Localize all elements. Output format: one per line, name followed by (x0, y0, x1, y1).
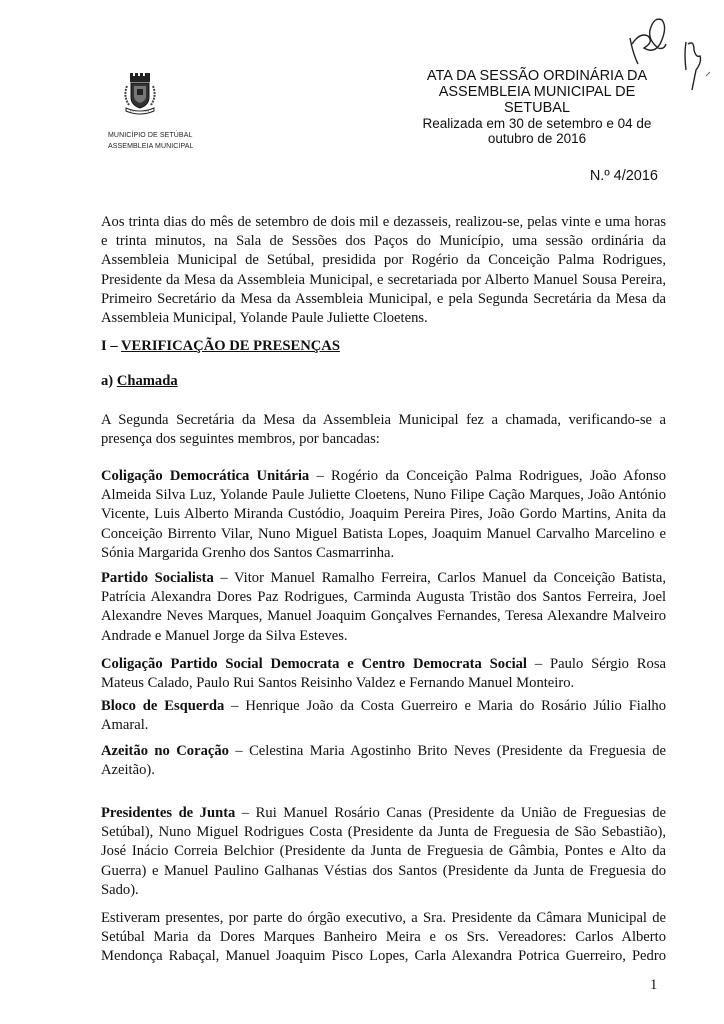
chamada-intro: A Segunda Secretária da Mesa da Assembleia Municipal fez a chamada, verificando-se a presença dos seguintes membros, por bancadas: (101, 412, 666, 448)
minutes-title-block (412, 68, 662, 146)
bancada-party-name: Partido Socialista (101, 570, 214, 586)
section-prefix: I – (101, 338, 122, 354)
bancada-presidentes-junta (101, 804, 666, 900)
executive-paragraph: Estiveram presentes, por parte do órgão executivo, a Sra. Presidente da Câmara Municipal de Setúbal Maria da Dores Marques Banheiro Meira e os Srs. Vereadores: Carlos Alberto Mendonça Rabaçal, Manuel Joaquim Pisco Lopes, Carla Alexandra Potrica Guerreiro, Pedro (101, 910, 666, 965)
document-number: N.º 4/2016 (589, 168, 658, 184)
bancada-party-name: Coligação Democrática Unitária (101, 468, 310, 484)
bancada-members: – Henrique João da Costa Guerreiro e Maria do Rosário Júlio Fialho Amaral. (101, 698, 666, 734)
bancada-party-name: Coligação Partido Social Democrata e Centro Democrata Social (101, 656, 527, 672)
intro-paragraph: Aos trinta dias do mês de setembro de dois mil e dezasseis, realizou-se, pelas vinte e uma horas e trinta minutos, na Sala de Sessões dos Paços do Município, uma sessão ordinária da Assembleia Municipal de Setúbal, presidida por Rogério da Conceição Palma Rodrigues, Presidente da Mesa da Assembleia Municipal, e secretariada por Alberto Manuel Sousa Pereira, Primeiro Secretário da Mesa da Assembleia Municipal, e pela Segunda Secretária da Mesa da Assembleia Municipal, Yolande Paule Juliette Cloetens. (101, 214, 666, 327)
bancada-members: – Rogério da Conceição Palma Rodrigues, João Afonso Almeida Silva Luz, Yolande Paule Juliette Cloetens, Nuno Filipe Cação Marques, João António Vicente, Luis Alberto Miranda Custódio, Joaquim Pereira Pires, João Gordo Martins, Anita da Conceição Birrento Vilar, Nuno Miguel Batista Lopes, Joaquim Manuel Carvalho Marcelino e Sónia Margarida Grenho dos Santos Casmarrinha. (101, 468, 666, 561)
bancada-cdu (101, 467, 666, 563)
intro-paragraph-block (101, 213, 666, 328)
bancada-members: – Rui Manuel Rosário Canas (Presidente da União de Freguesias de Setúbal), Nuno Miguel Rodrigues Costa (Presidente da Junta de Freguesia de São Sebastião), José Inácio Correia Belchior (Presidente da Junta de Freguesia de Gâmbia, Pontes e Alto da Guerra) e Manuel Paulino Galhanas Véstias dos Santos (Presidente da Junta de Freguesia do Sado). (101, 805, 666, 898)
title-line-1: ATA DA SESSÃO ORDINÁRIA DA (426, 68, 648, 84)
bancada-psd-cds (101, 655, 666, 693)
section-heading (101, 338, 340, 355)
bancada-members: – Paulo Sérgio Rosa Mateus Calado, Paulo Rui Santos Reisinho Valdez e Fernando Manuel Monteiro. (101, 656, 666, 692)
bancada-azeitao (101, 742, 666, 780)
bancada-party-name: Presidentes de Junta (101, 805, 236, 821)
session-date-line-2: outubro de 2016 (487, 131, 587, 146)
chamada-intro-block (101, 411, 666, 449)
coat-of-arms-icon (116, 70, 164, 118)
page-number: 1 (650, 977, 658, 993)
bancada-members: – Vitor Manuel Ramalho Ferreira, Carlos Manuel da Conceição Batista, Patrícia Alexandra Dores Paz Rodrigues, Carminda Augusta Tristão dos Santos Ferreira, Joel Alexandre Neves Marques, Manuel Joaquim Gonçalves Fernandes, Teresa Alexandre Malveiro Andrade e Manuel Jorge da Silva Esteves. (101, 570, 666, 644)
assembly-name: ASSEMBLEIA MUNICIPAL (108, 143, 194, 150)
bancada-be (101, 697, 666, 735)
bancada-party-name: Azeitão no Coração (101, 743, 229, 759)
subsection-heading (101, 373, 178, 390)
bancada-members: – Celestina Maria Agostinho Brito Neves (Presidente da Freguesia de Azeitão). (101, 743, 666, 779)
section-title: VERIFICAÇÃO DE PRESENÇAS (121, 338, 340, 354)
session-date-line-1: Realizada em 30 de setembro e 04 de (422, 116, 652, 131)
executive-paragraph-block (101, 909, 666, 967)
bancada-ps (101, 569, 666, 646)
subsection-title: Chamada (116, 373, 178, 389)
bancada-party-name: Bloco de Esquerda (101, 698, 225, 714)
subsection-prefix: a) (101, 373, 117, 389)
title-line-3: SETUBAL (503, 100, 571, 116)
municipality-name: MUNICÍPIO DE SETÚBAL (108, 132, 193, 139)
title-line-2: ASSEMBLEIA MUNICIPAL DE (438, 84, 636, 100)
